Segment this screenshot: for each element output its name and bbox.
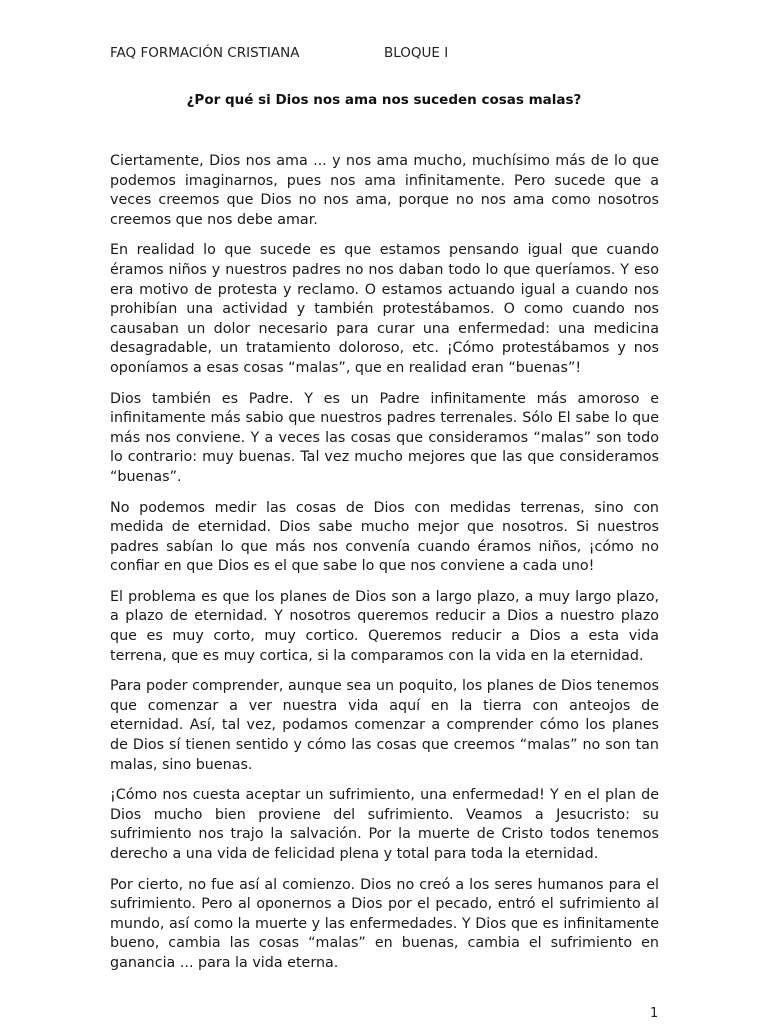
page-number: 1: [650, 1006, 659, 1021]
paragraph: No podemos medir las cosas de Dios con medidas terrenas, sino con medida de eternidad. Dios sabe mucho mejor que nosotros. Si nuestros padres sabían lo que más nos convenía cuando éramos niños, ¡cómo no confiar en que Dios es el que sabe lo que nos conviene a cada uno!: [110, 499, 659, 575]
header-block-label: BLOQUE I: [384, 45, 449, 61]
header-course-title: FAQ FORMACIÓN CRISTIANA: [110, 45, 300, 61]
document-body: [110, 152, 659, 985]
document-title: ¿Por qué si Dios nos ama nos suceden cosas malas?: [186, 92, 582, 108]
paragraph: Dios también es Padre. Y es un Padre infinitamente más amoroso e infinitamente más sabio que nuestros padres terrenales. Sólo El sabe lo que más nos conviene. Y a veces las cosas que consideramos “malas” son todo lo contrario: muy buenas. Tal vez mucho mejores que las que consideramos “buenas”.: [110, 390, 659, 485]
paragraph: ¡Cómo nos cuesta aceptar un sufrimiento, una enfermedad! Y en el plan de Dios mucho bien proviene del sufrimiento. Veamos a Jesucristo: su sufrimiento nos trajo la salvación. Por la muerte de Cristo todos tenemos derecho a una vida de felicidad plena y total para toda la eternidad.: [110, 787, 659, 862]
paragraph: Para poder comprender, aunque sea un poquito, los planes de Dios tenemos que comenzar a ver nuestra vida aquí en la tierra con anteojos de eternidad. Así, tal vez, podamos comenzar a comprender cómo los planes de Dios sí tienen sentido y cómo las cosas que creemos “malas” no son tan malas, sino buenas.: [110, 678, 659, 773]
paragraph: El problema es que los planes de Dios son a largo plazo, a muy largo plazo, a plazo de eternidad. Y nosotros queremos reducir a Dios a nuestro plazo que es muy corto, muy cortico. Queremos reducir a Dios a esta vida terrena, que es muy cortica, si la comparamos con la vida en la eternidad.: [110, 588, 659, 664]
page-header: [110, 45, 449, 61]
paragraph: En realidad lo que sucede es que estamos pensando igual que cuando éramos niños y nuestros padres no nos daban todo lo que queríamos. Y eso era motivo de protesta y reclamo. O estamos actuando igual a cuando nos prohibían una actividad y también protestábamos. O como cuando nos causaban un dolor necesario para curar una enfermedad: una medicina desagradable, un tratamiento doloroso, etc. ¡Cómo protestábamos y nos oponíamos a esas cosas “malas”, que en realidad eran “buenas”!: [110, 242, 659, 376]
paragraph: Por cierto, no fue así al comienzo. Dios no creó a los seres humanos para el sufrimiento. Pero al oponernos a Dios por el pecado, entró el sufrimiento al mundo, así como la muerte y las enfermedades. Y Dios que es infinitamente bueno, cambia las cosas “malas” en buenas, cambia el sufrimiento en ganancia ... para la vida eterna.: [110, 876, 659, 971]
paragraph: Ciertamente, Dios nos ama ... y nos ama mucho, muchísimo más de lo que podemos imaginarnos, pues nos ama infinitamente. Pero sucede que a veces creemos que Dios no nos ama, porque no nos ama como nosotros creemos que nos debe amar.: [110, 153, 659, 228]
